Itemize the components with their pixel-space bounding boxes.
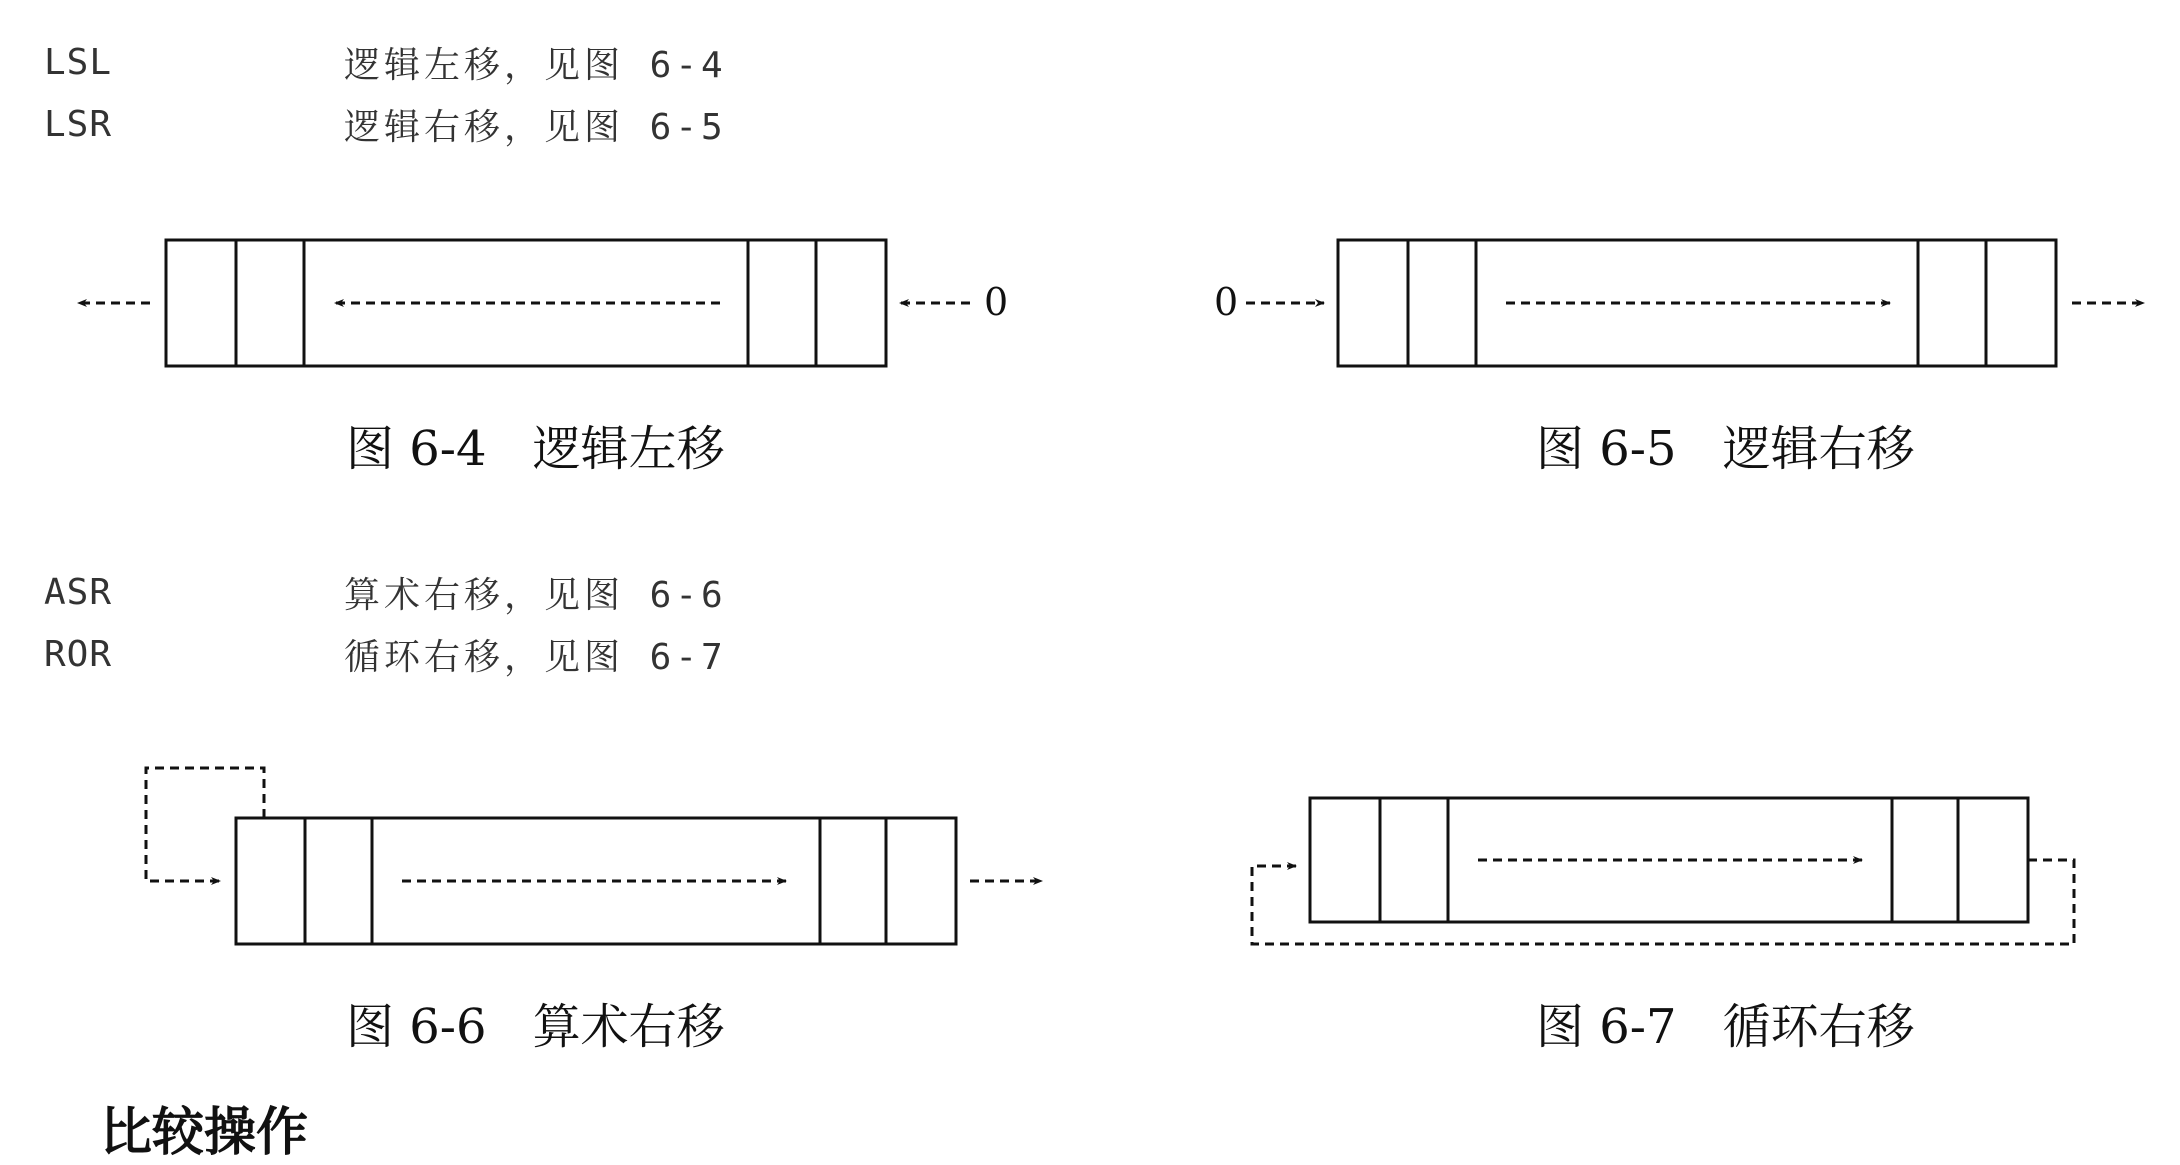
figure-title: 算术右移 xyxy=(532,999,725,1055)
mnemonic: ASR xyxy=(44,571,113,613)
description: 算术右移，见图 6-6 xyxy=(344,574,727,616)
figure-6-6-diagram xyxy=(146,768,1042,944)
register-box xyxy=(166,240,886,366)
figure-6-7-diagram xyxy=(1252,798,2074,944)
figure-title: 循环右移 xyxy=(1722,999,1915,1055)
figure-6-5-caption xyxy=(1536,410,1915,479)
description: 逻辑左移，见图 6-4 xyxy=(344,44,727,86)
register-box xyxy=(236,818,956,944)
mnemonic: LSR xyxy=(44,103,113,145)
mnemonic: ROR xyxy=(44,633,113,675)
figure-6-5-diagram xyxy=(1246,240,2144,366)
next-section-heading: 比较操作 xyxy=(100,1102,309,1163)
zero-input-label: 0 xyxy=(1214,280,1239,324)
figure-6-4-diagram xyxy=(78,240,970,366)
mnemonic: LSL xyxy=(44,41,113,83)
figure-title: 逻辑右移 xyxy=(1722,421,1915,477)
figure-title: 逻辑左移 xyxy=(532,421,725,477)
sign-bit-feedback-arrow xyxy=(146,768,264,881)
register-box xyxy=(1338,240,2056,366)
figure-number: 图 6-4 xyxy=(346,421,487,477)
figure-6-7-caption xyxy=(1536,988,1915,1057)
figure-number: 图 6-6 xyxy=(346,999,487,1055)
figure-6-6-caption xyxy=(346,988,725,1057)
figure-number: 图 6-5 xyxy=(1536,421,1677,477)
zero-input-label: 0 xyxy=(984,280,1009,324)
rotate-wrap-arrow xyxy=(1252,860,2074,944)
figure-number: 图 6-7 xyxy=(1536,999,1677,1055)
figure-6-4-caption xyxy=(346,410,725,479)
description: 逻辑右移，见图 6-5 xyxy=(344,106,727,148)
description: 循环右移，见图 6-7 xyxy=(344,636,727,678)
register-box xyxy=(1310,798,2028,922)
